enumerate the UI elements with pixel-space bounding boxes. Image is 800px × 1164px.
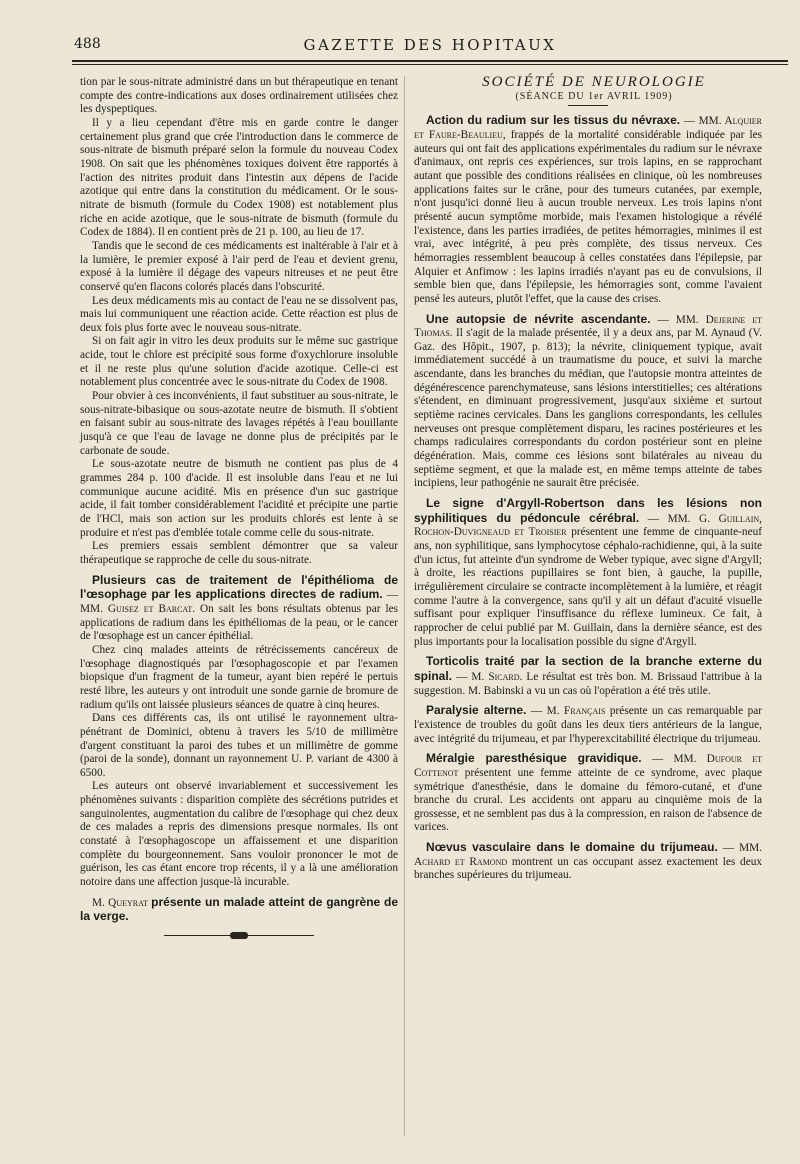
section-subtitle: (SÉANCE DU 1er AVRIL 1909) bbox=[515, 90, 673, 102]
section-title: SOCIÉTÉ DE NEUROLOGIE bbox=[482, 74, 706, 90]
paragraph: Les premiers essais semblent démontrer que sa valeur thérapeutique se rapproche de celle du sous-nitrate. bbox=[80, 540, 398, 566]
paragraph: tion par le sous-nitrate administré dans un but thérapeutique en tenant compte des contre-indications aux doses ordinairement utilisées chez les dyspeptiques. bbox=[80, 76, 398, 116]
article-entry bbox=[80, 896, 398, 925]
article-entry bbox=[80, 574, 398, 644]
header-rule bbox=[72, 64, 788, 65]
article-heading: Paralysie alterne. bbox=[426, 703, 527, 718]
article-authors: — MM. G. Guillain, Rochon-Duvigneaud et Troisier bbox=[414, 512, 762, 539]
end-ornament-rule bbox=[164, 935, 314, 936]
article-authors: — MM. Guisez et Barcat. bbox=[80, 589, 398, 615]
article-authors: — M. Français bbox=[530, 705, 606, 718]
article-text: présentent une femme atteinte de ce syndrome, avec plaque symétrique d'anesthésie, dans le domaine du fémoro-cutané, et d'une branche du crural. Les accidents ont apparu au cinquième mois de la grossesse, et ne semblent pas dus à la compression, en raison de l'absence de varices. bbox=[414, 766, 762, 834]
page-header bbox=[72, 30, 788, 62]
page-number: 488 bbox=[74, 36, 101, 52]
paragraph: Il y a lieu cependant d'être mis en garde contre le danger certainement plus grand que crée l'introduction dans le commerce de sous-nitrate de bismuth préparé selon la formule du nouveau Codex 1908. On sait que les phénomènes toxiques doivent être rapportés à l'action des nitrites produit dans l'intestin aux dépens de l'acide azotique qui entre dans la constitution du médicament. Or le sous-nitrate de bismuth (formule du Codex 1908) est notablement plus riche en acide azotique, que le sous-nitrate de bismuth (formule du Codex de 1884). Il en contient près de 21 p. 100, au lieu de 17. bbox=[80, 116, 398, 239]
paragraph: Le sous-azotate neutre de bismuth ne contient pas plus de 4 grammes 284 p. 100 d'acide. Il est insoluble dans l'eau et ne lui communique aucune acidité. Mis en présence d'un suc gastrique acide, il fait tomber considérablement l'acidité et précipite une partie de l'HCl, mais son action sur les produits chlorés est lente à se produire et n'est pas d'emblée totale comme celle du sous-nitrate. bbox=[80, 458, 398, 539]
article-entry bbox=[414, 704, 762, 746]
journal-title: GAZETTE DES HOPITAUX bbox=[303, 36, 557, 54]
article-heading: Une autopsie de névrite ascendante. bbox=[426, 311, 651, 326]
article-authors: — MM. Dufour et Cottenot bbox=[414, 753, 763, 779]
article-text: On sait les bons résultats obtenus par les applications de radium dans les épithéliomas de la peau, or le cancer de l'œsophage est un cancer épithélial. bbox=[80, 602, 398, 643]
paragraph: Pour obvier à ces inconvénients, il faut substituer au sous-nitrate, le sous-nitrate-bibasique ou sous-azotate neutre de bismuth. Il s'obtient en faisant subir au sous-nitrate des lavages répétés à l'eau bouillante jusqu'à ce que l'eau de lavage ne donne plus de précipités par le carbonate de soude. bbox=[80, 390, 398, 457]
article-authors: — M. Sicard. bbox=[456, 670, 523, 683]
article-text: présente un malade atteint de gangrène de la verge. bbox=[80, 894, 399, 924]
article-text: Il s'agit de la malade présentée, il y a deux ans, par M. Aynaud (V. Gaz. des Hôpit., 1907, p. 813); la névrite, cliniquement typique, avait immédiatement succédé à un traumatisme du pouce, et suivi la marche ascendante, dans les branches du médian, que l'autopsie montra atteintes de dégénérescence parenchymateuse, sans lésions interstitielles; ces altérations s'étendent, en diminuant progressivement, jusqu'aux sixième et surtout septième racines cervicales. Dans les ganglions correspondants, les cellules nerveuses ont presque complètement disparu, les racines postérieures et les champs radiculaires correspondants du cordon postérieur sont en pleine dégénération. Mais, comme ces lésions sont bilatérales au niveau du septième segment, et que la malade est, en même temps atteinte de tabes incipiens, leur pathogénie ne saurait être précisée. bbox=[414, 327, 763, 490]
article-heading: Méralgie paresthésique gravidique. bbox=[426, 751, 642, 766]
paragraph: Dans ces différents cas, ils ont utilisé le rayonnement ultra-pénétrant de Dominici, obtenu à travers les 5/10 de millimètre d'argent constituant la paroi des tubes et un millimètre de gomme (paroi de la sonde), donnant un rayonnement U. P. variant de 4300 à 6500. bbox=[80, 712, 398, 779]
paragraph: Tandis que le second de ces médicaments est inaltérable à l'air et à la lumière, le premier exposé à l'air perd de l'eau et devient grenu, exposé à la lumière il dégage des vapeurs nitreuses et ne peut être conservé qu'en flacons colorés placés dans l'obscurité. bbox=[80, 239, 398, 293]
article-text: montrent un cas occupant assez exactement les deux branches supérieures du trijumeau. bbox=[414, 855, 763, 882]
article-heading: Plusieurs cas de traitement de l'épithélioma de l'œsophage par les applications directes de radium. bbox=[80, 572, 398, 602]
article-authors: — MM. Achard et Ramond bbox=[414, 842, 762, 868]
article-authors: — MM. Dejerine et Thomas. bbox=[414, 313, 762, 340]
article-entry bbox=[414, 841, 762, 883]
article-entry bbox=[414, 752, 762, 835]
article-text: frappés de la mortalité considérable indiquée par les auteurs qui ont fait des applications expérimentales du radium sur le névraxe d'animaux, ont repris ces expériences, sur trois lapins, en se rapprochant autant que possible des conditions réalisées en clinique, où les nombreuses applications faites sur le crâne, pour des tumeurs cutanées, par exemple, n'ont jusqu'ici donné lieu à aucun trouble nerveux. Les trois lapins n'ont présenté aucun symptôme morbide, mais l'examen histologique a révélé l'existence, dans les parties irradiées, de petites hémorragies, minimes il est vrai, avec intégrité, à peu près complète, des tissus nerveux. Ces hémorragies ressemblent beaucoup à celles constatées dans l'épilepsie, par Alquier et Anfimow : les lapins irradiés n'ayant pas eu de convulsions, il semble bien que, dans l'épilepsie, les hémorragies sont, comme l'avaient pensé les auteurs, plutôt l'effet, que la cause des crises. bbox=[414, 128, 763, 305]
article-heading: Nœvus vasculaire dans le domaine du trijumeau. bbox=[426, 840, 718, 855]
article-heading: Le signe d'Argyll-Robertson dans les lésions non syphilitiques du pédoncule cérébral. bbox=[414, 496, 762, 525]
article-entry bbox=[414, 114, 762, 306]
article-text: Le résultat est très bon. M. Brissaud l'attribue à la suggestion. M. Babinski a vu un cas où l'opération a été très utile. bbox=[414, 670, 762, 697]
article-authors: — MM. Alquier et Faure-Beaulieu, bbox=[414, 115, 762, 141]
article-heading: Torticolis traité par la section de la branche externe du spinal. bbox=[414, 654, 762, 683]
article-entry bbox=[414, 497, 762, 649]
article-entry bbox=[414, 313, 762, 492]
right-column bbox=[414, 76, 762, 883]
article-text: présentent une femme de cinquante-neuf ans, non syphilitique, sans lymphocytose céphalo-rachidienne, qui, à la suite d'un ictus, fut atteinte d'un syndrome de Weber typique, avec signe d'Argyll; à droite, les réactions pupillaires se font bien, à gauche, la pupille, irrégulièrement circulaire se contracte incomplètement à la lumière, et réagit comme l'autre à la convergence, sans qu'il y ait un défaut d'acuité visuelle suffisant pour expliquer l'insuffisance du réflexe lumineux. Ce fait, à rapprocher de celui publié par M. Guillain, dans la dernière séance, est des plus importants pour la localisation possible du signe d'Argyll. bbox=[414, 526, 763, 648]
paragraph: Chez cinq malades atteints de rétrécissements cancéreux de l'œsophage diagnostiqués par l'œsophagoscopie et par l'examen biopsique d'un fragment de la tumeur, ayant bien repéré le pertuis resté libre, les auteurs y ont introduit une sonde garnie de bromure de radium qu'ils ont laissée plusieurs séances de quatre à cinq heures. bbox=[80, 643, 398, 711]
column-divider bbox=[404, 76, 405, 1136]
article-text: présente un cas remarquable par l'existence de troubles du goût dans les deux tiers antérieurs de la langue, avec intégrité du trijumeau, et par l'hyperexcitabilité électrique du trijumeau. bbox=[414, 705, 763, 745]
paragraph: Les auteurs ont observé invariablement et successivement les phénomènes suivants : disparition complète des sécrétions putrides et sanguinolentes, augmentation du calibre de l'œsophage qui chez deux de ces malades a repris des dimensions presque normales. Ils ont constaté à l'œsophagoscope un affaissement et une disparition complète du bourgeonnement. Sans vouloir prononcer le mot de guérison, les cas étant encore trop récents, il y a là une amélioration notoire dans une affection jusque-là incurable. bbox=[80, 780, 398, 889]
article-authors: M. Queyrat bbox=[92, 896, 148, 909]
article-heading: Action du radium sur les tissus du névraxe. bbox=[426, 113, 681, 128]
paragraph: Les deux médicaments mis au contact de l'eau ne se dissolvent pas, mais lui communiquent une réaction acide. Cette réaction est plus de deux fois plus forte avec le nouveau sous-nitrate. bbox=[80, 294, 398, 334]
article-entry bbox=[414, 655, 762, 698]
left-column bbox=[80, 76, 398, 936]
section-rule bbox=[568, 105, 608, 106]
paragraph: Si on fait agir in vitro les deux produits sur le même suc gastrique acide, tout le chlore est précipité sous forme d'oxychlorure insoluble et il ne reste plus qu'une solution d'acide azotique. Celle-ci est notablement plus concentrée avec le sous-nitrate du Codex de 1908. bbox=[80, 335, 398, 389]
